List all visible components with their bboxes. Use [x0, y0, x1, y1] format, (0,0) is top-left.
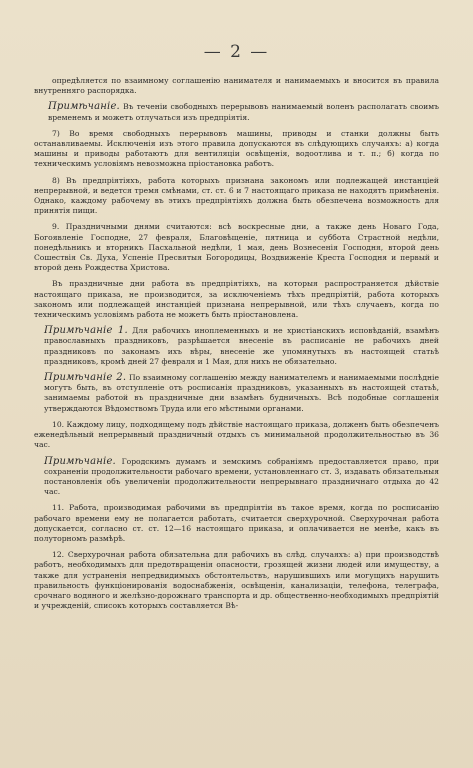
- paragraph-article-10: 10. Каждому лицу, подходящему подъ дѣйствіе настоящаго приказа, долженъ быть обезпеченъ еженедѣльный непрерывный праздничный отдыхъ съ минимальной продолжительностью въ 36 час.: [34, 419, 439, 450]
- note-text: Городскимъ думамъ и земскимъ собраніямъ предоставляется право, при сохраненіи продолжительности рабочаго времени, установленнаго ст. 3, издавать обязательныя постановленія объ увеличеніи продолжительности непрерывнаго праздничнаго отдыха до 42 час.: [44, 456, 439, 497]
- paragraph-continuation: опредѣляется по взаимному соглашенію нанимателя и нанимаемыхъ и вносится въ правила внутренняго распорядка.: [34, 76, 439, 96]
- paragraph-article-11: 11. Работа, производимая рабочими въ предпріятіи въ такое время, когда по росписанію рабочаго времени ему не полагается работать, считается сверхурочной. Сверхурочная работа допускается, согласно ст. ст. 12—16 настоящаго приказа, и оплачивается не менѣе, какъ въ полуторномъ размѣрѣ.: [34, 503, 439, 543]
- page-number: — 2 —: [203, 42, 270, 62]
- note-text: Въ теченіи свободныхъ перерывовъ нанимаемый воленъ располагать своимъ временемъ и можетъ отлучаться изъ предпріятія.: [48, 102, 439, 122]
- note-text: По взаимному соглашенію между нанимателемъ и нанимаемыми послѣдніе могутъ быть, въ отступленіе отъ росписанія праздниковъ, указанныхъ въ настоящей статьѣ, занимаемы работой въ праздничные дни взамѣнъ будничныхъ. Всѣ подобные соглашенія утверждаются Вѣдомствомъ Труда или его мѣстными органами.: [44, 373, 439, 413]
- paragraph-article-8: 8) Въ предпріятіяхъ, работа которыхъ признана закономъ или подлежащей инстанціей непрерывной, и ведется тремя смѣнами, ст. ст. 6 и 7 настоящаго приказа не находятъ примѣненія. Однако, каждому рабочему въ этихъ предпріятіяхъ должна быть обезпечена возможность для принятія пищи.: [34, 175, 439, 216]
- note-label: Примѣчаніе 1.: [44, 325, 128, 337]
- paragraph-article-12: 12. Сверхурочная работа обязательна для рабочихъ въ слѣд. случаяхъ: а) при производствѣ работъ, необходимыхъ для предотвращенія опасности, грозящей жизни людей или имуществу, а также для устраненія непредвидимыхъ обстоятельствъ, нарушившихъ или могущихъ нарушить правильность функціонированія водоснабженія, освѣщенія, канализаціи, телефона, телеграфа, срочнаго водяного и желѣзно-дорожнаго транспорта и др. общественно-необходимыхъ предпріятій и учрежденій, списокъ которыхъ составляется Вѣ-: [34, 550, 439, 611]
- note-1-religious-holidays: [34, 326, 439, 367]
- note-text: Для рабочихъ иноплеменныхъ и не христіанскихъ исповѣданій, взамѣнъ православныхъ праздниковъ, разрѣшается внесеніе въ расписаніе не рабочихъ дней праздниковъ по законамъ ихъ вѣры, внесеніе же упомянутыхъ въ настоящей статьѣ праздниковъ, кромѣ дней 27 февраля и 1 Мая, для нихъ не обязательно.: [44, 326, 439, 366]
- note-label: Примѣчаніе 2.: [44, 372, 127, 384]
- note-free-breaks: [34, 102, 439, 122]
- paragraph-holiday-work: Въ праздничные дни работа въ предпріятіяхъ, на которыя распространяется дѣйствіе настоящаго приказа, не производится, за исключеніемъ тѣхъ предпріятій, работа которыхъ закономъ или подлежащей инстанціей признана непрерывной, или тѣхъ случаевъ, когда по техническимъ условіямъ работа не можетъ быть пріостановлена.: [34, 279, 439, 320]
- paragraph-article-9: 9. Праздничными днями считаются: всѣ воскресные дни, а также день Новаго Года, Богоявленіе Господне, 27 февраля, Благовѣщеніе, пятница и суббота Страстной недѣли, понедѣльникъ и вторникъ Пасхальной недѣли, 1 мая, день Вознесенія Господня, второй день Сошествія Св. Духа, Успеніе Пресвятыя Богородицы, Воздвиженіе Креста Господня и первый и второй день Рождества Христова.: [34, 222, 439, 273]
- note-label: Примѣчаніе.: [44, 455, 116, 467]
- note-label: Примѣчаніе.: [48, 101, 120, 113]
- note-city-councils: [34, 457, 439, 498]
- paragraph-article-7: 7) Во время свободныхъ перерывовъ машины, приводы и станки должны быть останавливаемы. Исключенія изъ этого правила допускаются въ слѣдующихъ случаяхъ: а) когда машины и приводы работаютъ для вентиляціи освѣщенія, водоотлива и т. п.; б) когда по техническимъ условіямъ невозможна пріостановка работъ.: [34, 128, 439, 169]
- note-2-holiday-swap: [34, 373, 439, 414]
